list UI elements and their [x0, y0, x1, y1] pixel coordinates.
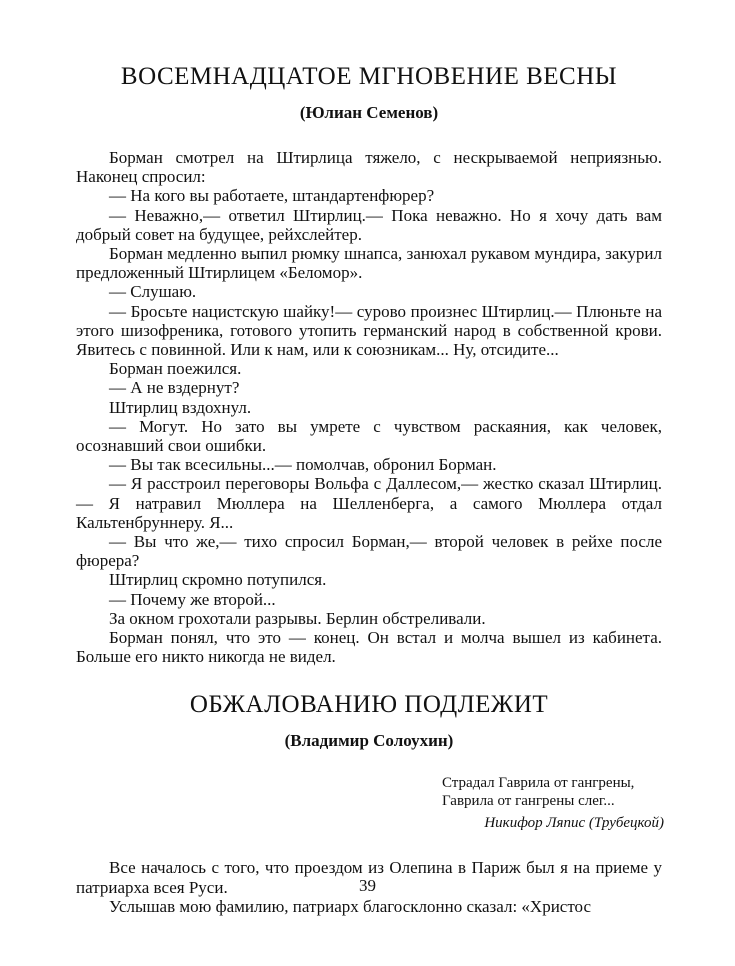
page-number: 39 [359, 876, 376, 895]
paragraph: — На кого вы работаете, штандартенфюрер? [109, 186, 435, 206]
paragraph: Штирлиц скромно потупился. [109, 570, 327, 590]
section-author: (Юлиан Семенов) [299, 103, 439, 122]
section-title: ОБЖАЛОВАНИЮ ПОДЛЕЖИТ [189, 691, 549, 719]
paragraph: — Вы что же,— тихо спросил Борман,— второй человек в рейхе после фюрера? [76, 532, 662, 571]
paragraph: За окном грохотали разрывы. Берлин обстреливали. [109, 608, 486, 628]
paragraph: Все началось с того, что проездом из Олепина в Париж был я на приеме у патриарха всея Руси. [76, 858, 662, 897]
paragraph: Борман смотрел на Штирлица тяжело, с нескрываемой неприязнью. Наконец спросил: [76, 148, 662, 187]
book-page [76, 62, 662, 916]
section-author: (Владимир Солоухин) [284, 731, 454, 751]
paragraph: — Неважно,— ответил Штирлиц.— Пока неважно. Но я хочу дать вам добрый совет на будущее, рейхслейтер. [76, 205, 662, 244]
paragraph: — А не вздернут? [109, 378, 240, 398]
section-body [76, 148, 662, 666]
section-parody-semenov [76, 62, 662, 666]
paragraph: Штирлиц вздохнул. [109, 397, 252, 417]
paragraph: — Бросьте нацистскую шайку!— сурово произнес Штирлиц.— Плюньте на этого шизофреника, готового утопить германский народ в собственной крови. Явитесь с повинной. Или к нам, или к союзникам... Ну, отсидите... [76, 301, 662, 360]
epigraph-line: Гаврила от гангрены слег... [442, 793, 615, 810]
paragraph: Борман поежился. [109, 359, 242, 379]
paragraph: Услышав мою фамилию, патриарх благосклонно сказал: «Христос [109, 896, 592, 916]
paragraph: — Почему же второй... [109, 589, 276, 609]
epigraph [442, 774, 662, 832]
paragraph: — Вы так всесильны...— помолчав, обронил Борман. [109, 455, 497, 475]
epigraph-line: Страдал Гаврила от гангрены, [442, 775, 635, 792]
section-title: ВОСЕМНАДЦАТОЕ МГНОВЕНИЕ ВЕСНЫ [120, 63, 618, 90]
paragraph: — Могут. Но зато вы умрете с чувством раскаяния, как человек, осознавший свои ошибки. [76, 416, 662, 456]
paragraph: — Я расстроил переговоры Вольфа с Даллесом,— жестко сказал Штирлиц.— Я натравил Мюллера на Шелленберга, а самого Мюллера отдал Кальтенбруннеру. Я... [76, 474, 662, 532]
epigraph-attribution: Никифор Ляпис (Трубецкой) [484, 815, 664, 832]
paragraph: Борман медленно выпил рюмку шнапса, занюхал рукавом мундира, закурил предложенный Штирлицем «Беломор». [76, 244, 662, 283]
paragraph: Борман понял, что это — конец. Он встал и молча вышел из кабинета. Больше его никто никогда не видел. [76, 628, 662, 667]
paragraph: — Слушаю. [109, 282, 197, 302]
